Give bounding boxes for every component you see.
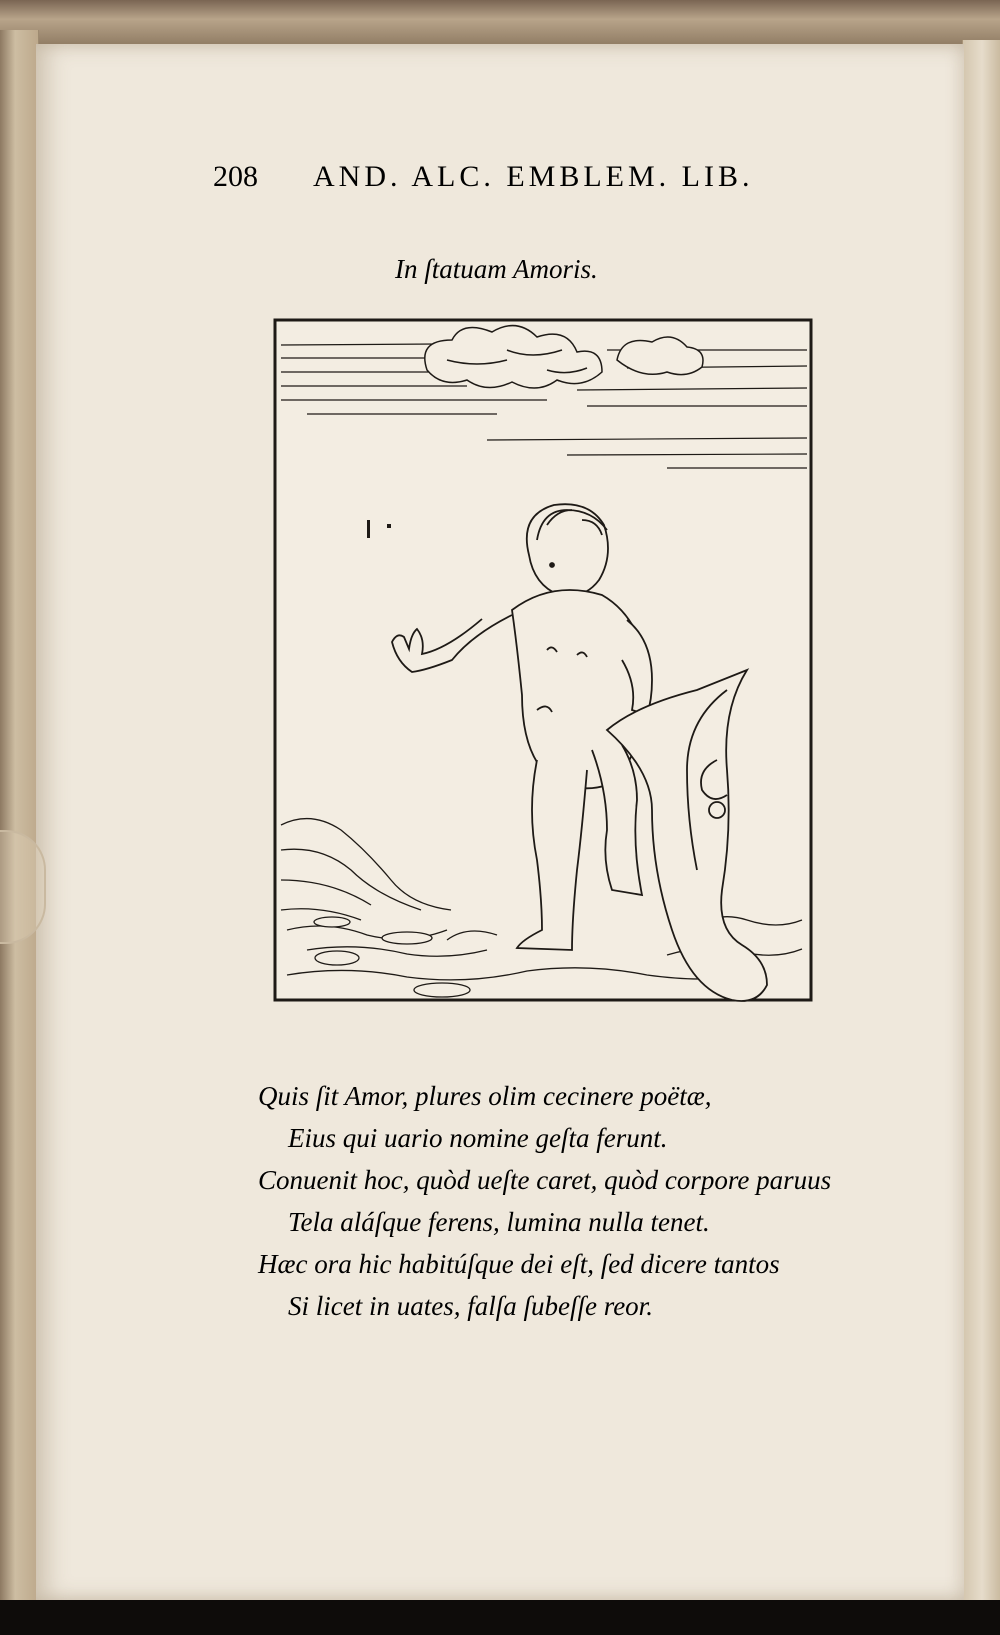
verse-line: Tela aláſque ferens, lumina nulla tenet. xyxy=(288,1207,710,1237)
background-strip xyxy=(0,1600,1000,1635)
right-page-edges xyxy=(962,40,1000,1610)
emblem-title: In ſtatuam Amoris. xyxy=(395,254,598,284)
woodcut-illustration xyxy=(247,290,827,1020)
epigram-verse xyxy=(258,1075,898,1327)
page-number: 208 xyxy=(213,160,258,193)
verse-line: Eius qui uario nomine geſta ferunt. xyxy=(288,1123,668,1153)
verse-line: Si licet in uates, falſa ſubeſſe reor. xyxy=(288,1291,653,1321)
verse-line: Hæc ora hic habitúſque dei eſt, ſed dicere tantos xyxy=(258,1249,780,1279)
running-header xyxy=(213,160,893,200)
running-head-title: AND. ALC. EMBLEM. LIB. xyxy=(313,160,754,193)
verse-line: Quis ſit Amor, plures olim cecinere poëtæ, xyxy=(258,1081,712,1111)
book-top-edge xyxy=(0,0,1000,48)
verse-line: Conuenit hoc, quòd ueſte caret, quòd corpore paruus xyxy=(258,1165,832,1195)
left-page-edges xyxy=(0,30,39,1605)
